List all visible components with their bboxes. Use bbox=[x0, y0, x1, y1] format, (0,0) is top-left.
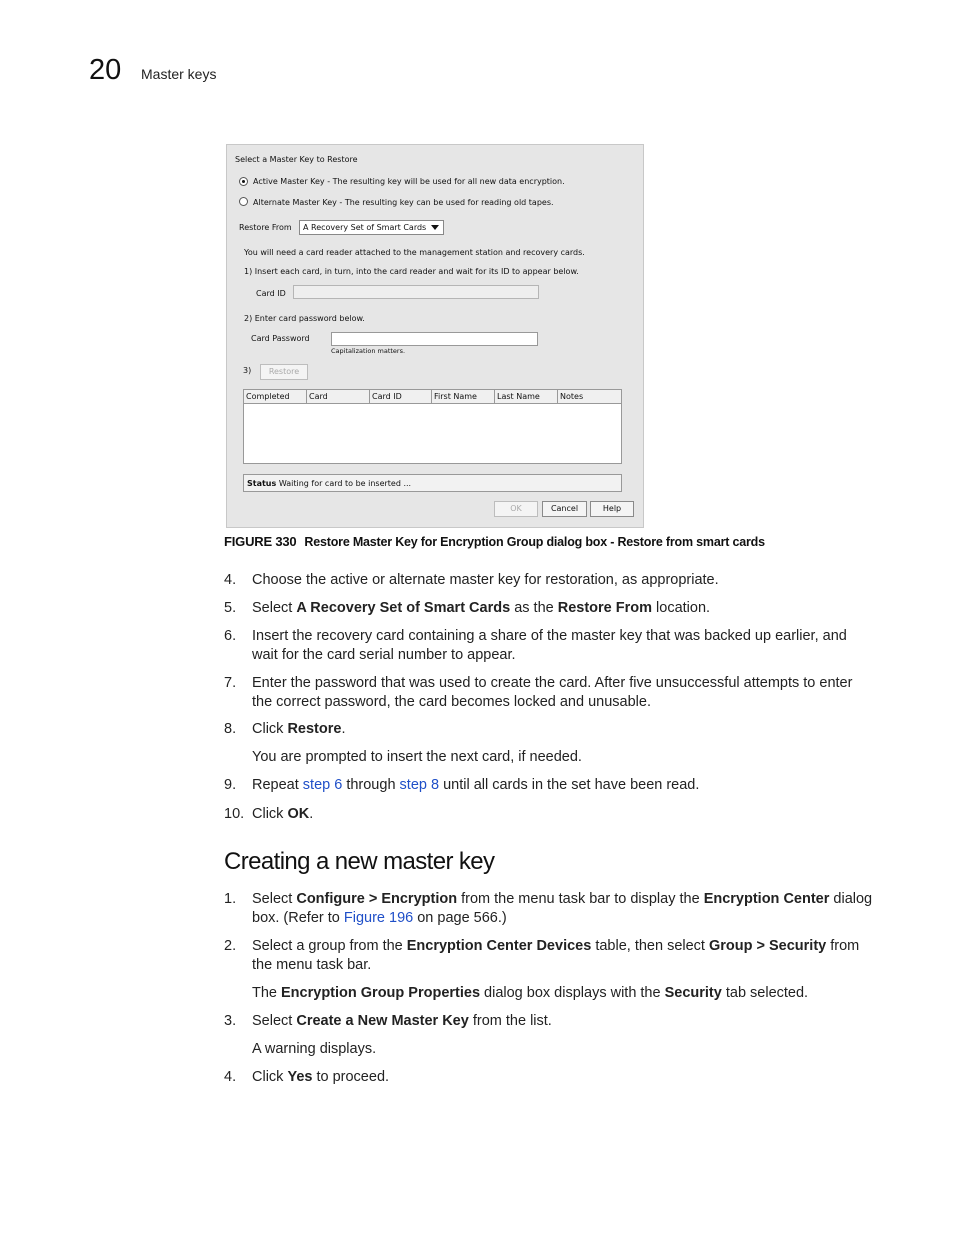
step-number: 10. bbox=[224, 806, 245, 822]
step-number: 8. bbox=[224, 721, 237, 737]
restore-button[interactable]: Restore bbox=[260, 364, 308, 380]
step-number: 5. bbox=[224, 600, 237, 616]
list-item bbox=[224, 805, 874, 824]
section-heading: Creating a new master key bbox=[224, 848, 495, 875]
step-number: 1. bbox=[224, 891, 237, 907]
step-text: Click Yes to proceed. bbox=[252, 1069, 390, 1085]
list-item bbox=[224, 776, 874, 795]
restore-from-select[interactable] bbox=[299, 220, 444, 235]
step-number: 9. bbox=[224, 777, 237, 793]
radio-active-master-key[interactable] bbox=[239, 177, 248, 186]
step-number: 7. bbox=[224, 675, 237, 691]
step-number: 4. bbox=[224, 572, 237, 588]
restore-from-label: Restore From bbox=[239, 223, 292, 232]
list-item bbox=[224, 599, 874, 618]
step-text: Select Configure > Encryption from the menu task bar to display the Encryption Center dialog box. (Refer to Figure 196 on page 566.) bbox=[252, 891, 873, 926]
help-button[interactable]: Help bbox=[590, 501, 634, 517]
restore-master-key-dialog bbox=[226, 144, 644, 528]
figure-label: FIGURE 330 bbox=[224, 534, 297, 549]
list-item bbox=[224, 720, 874, 739]
step-text: Click OK. bbox=[252, 806, 314, 822]
step2-text: 2) Enter card password below. bbox=[244, 314, 365, 323]
list-item bbox=[224, 571, 874, 590]
col-completed[interactable]: Completed bbox=[244, 390, 307, 403]
step-text: Select A Recovery Set of Smart Cards as the Restore From location. bbox=[252, 600, 711, 616]
step-text: Repeat step 6 through step 8 until all cards in the set have been read. bbox=[252, 777, 700, 793]
list-item bbox=[224, 890, 874, 928]
ok-button[interactable]: OK bbox=[494, 501, 538, 517]
step-text: Insert the recovery card containing a share of the master key that was backed up earlier, and wait for the card serial number to appear. bbox=[252, 628, 847, 663]
chapter-number: 20 bbox=[89, 54, 122, 86]
cancel-button[interactable]: Cancel bbox=[542, 501, 587, 517]
link-figure-196[interactable]: Figure 196 bbox=[343, 909, 414, 926]
list-item bbox=[224, 1068, 874, 1087]
step3-text: 3) bbox=[243, 366, 252, 375]
card-password-input[interactable] bbox=[331, 332, 538, 346]
card-password-label: Card Password bbox=[251, 334, 310, 343]
list-item bbox=[224, 674, 874, 712]
step-number: 6. bbox=[224, 628, 237, 644]
radio-alternate-master-key[interactable] bbox=[239, 197, 248, 206]
dropdown-arrow-icon bbox=[431, 225, 439, 230]
list-item bbox=[224, 627, 874, 665]
chapter-title: Master keys bbox=[141, 66, 217, 82]
step1-text: 1) Insert each card, in turn, into the card reader and wait for its ID to appear below. bbox=[244, 267, 579, 276]
status-value: Waiting for card to be inserted ... bbox=[278, 479, 412, 488]
restore-from-value: A Recovery Set of Smart Cards bbox=[303, 223, 427, 232]
info-text: You will need a card reader attached to the management station and recovery cards. bbox=[244, 248, 585, 257]
card-id-field bbox=[293, 285, 539, 299]
link-step-8[interactable]: step 8 bbox=[399, 777, 440, 793]
col-card[interactable]: Card bbox=[307, 390, 370, 403]
select-master-key-label: Select a Master Key to Restore bbox=[235, 155, 358, 164]
col-notes[interactable]: Notes bbox=[560, 392, 584, 401]
col-first-name[interactable]: First Name bbox=[432, 390, 495, 403]
step-note: The Encryption Group Properties dialog box displays with the Security tab selected. bbox=[252, 985, 809, 1001]
step-note: You are prompted to insert the next card, if needed. bbox=[252, 749, 582, 765]
figure-text: Restore Master Key for Encryption Group dialog box - Restore from smart cards bbox=[304, 535, 765, 549]
step-number: 4. bbox=[224, 1069, 237, 1085]
step-text: Select a group from the Encryption Center Devices table, then select Group > Security from the menu task bar. bbox=[252, 938, 860, 973]
status-label: Status bbox=[247, 479, 277, 488]
step-text: Enter the password that was used to create the card. After five unsuccessful attempts to enter the correct password, the card becomes locked and unusable. bbox=[252, 675, 853, 710]
step-note: A warning displays. bbox=[252, 1041, 377, 1057]
col-last-name[interactable]: Last Name bbox=[495, 390, 558, 403]
col-card-id[interactable]: Card ID bbox=[370, 390, 432, 403]
radio-active-label: Active Master Key - The resulting key will be used for all new data encryption. bbox=[253, 177, 565, 186]
step-text: Choose the active or alternate master key for restoration, as appropriate. bbox=[252, 572, 719, 588]
step-text: Select Create a New Master Key from the list. bbox=[252, 1013, 552, 1029]
list-item bbox=[224, 937, 874, 975]
radio-alternate-label: Alternate Master Key - The resulting key can be used for reading old tapes. bbox=[253, 198, 554, 207]
list-item bbox=[224, 1012, 874, 1031]
card-id-label: Card ID bbox=[256, 289, 286, 298]
capitalization-note: Capitalization matters. bbox=[331, 347, 406, 355]
cards-table-header bbox=[244, 390, 621, 404]
status-bar bbox=[243, 474, 622, 492]
step-text: Click Restore. bbox=[252, 721, 346, 737]
link-step-6[interactable]: step 6 bbox=[302, 777, 343, 793]
figure-caption bbox=[224, 534, 765, 549]
cards-table bbox=[243, 389, 622, 464]
step-number: 2. bbox=[224, 938, 237, 954]
step-number: 3. bbox=[224, 1013, 237, 1029]
